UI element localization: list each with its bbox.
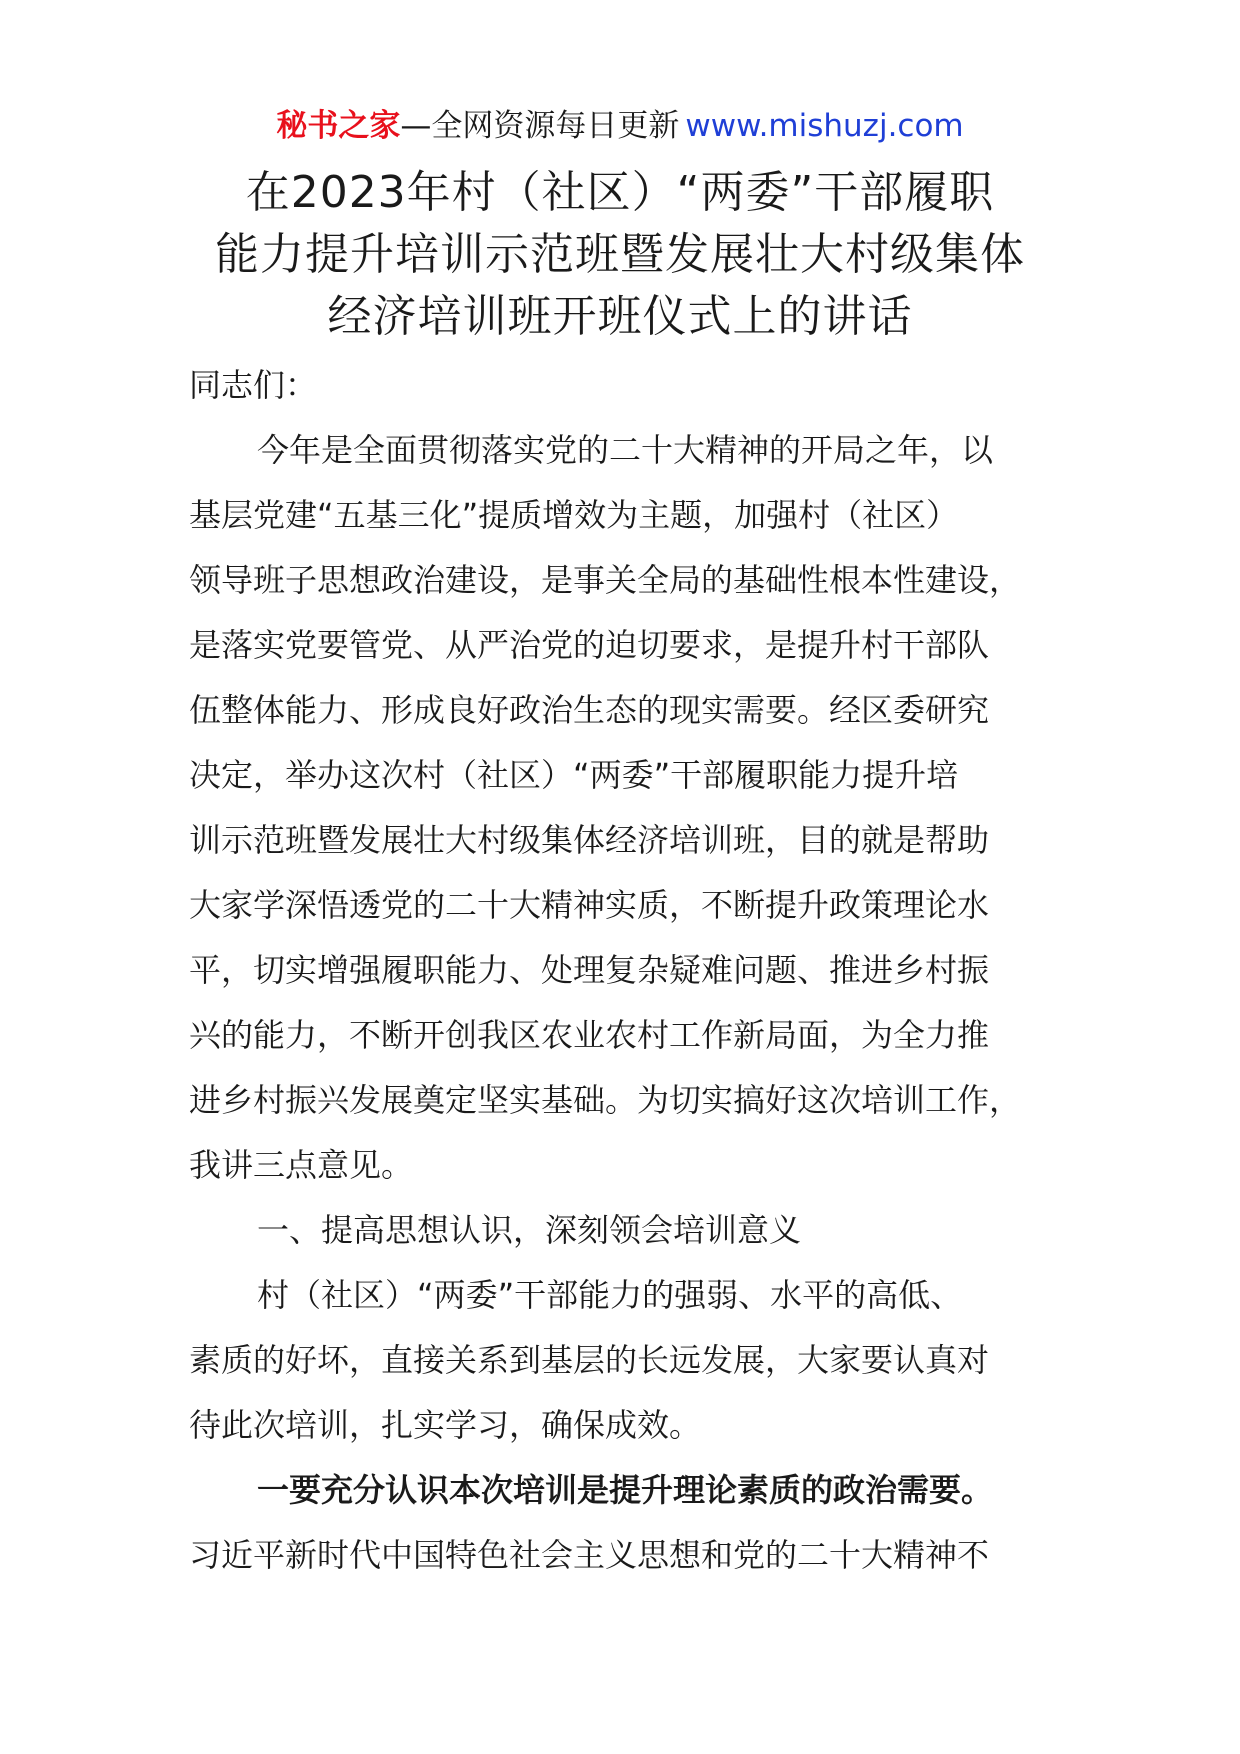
title-line: 能力提升培训示范班暨发展壮大村级集体 (215, 229, 1025, 280)
paragraph-line: 是落实党要管党、从严治党的迫切要求，是提升村干部队 (189, 626, 990, 664)
paragraph-line: 我讲三点意见。 (189, 1146, 414, 1184)
paragraph-line: 习近平新时代中国特色社会主义思想和党的二十大精神不 (189, 1536, 990, 1574)
paragraph-intro (189, 418, 1069, 1198)
paragraph-line: 待此次培训，扎实学习，确保成效。 (189, 1406, 702, 1444)
paragraph-section-one (189, 1263, 1069, 1458)
paragraph-line: 兴的能力，不断开创我区农业农村工作新局面，为全力推 (189, 1016, 990, 1054)
paragraph-line: 大家学深悟透党的二十大精神实质，不断提升政策理论水 (189, 886, 990, 924)
paragraph-line: 基层党建“五基三化”提质增效为主题，加强村（社区） (189, 496, 959, 534)
paragraph-line: 平，切实增强履职能力、处理复杂疑难问题、推进乡村振 (189, 951, 990, 989)
document-body (189, 360, 1069, 1588)
key-point-heading: 一要充分认识本次培训是提升理论素质的政治需要。 (257, 1471, 994, 1509)
site-url-link[interactable]: www.mishuzj.com (685, 108, 964, 144)
paragraph-line: 训示范班暨发展壮大村级集体经济培训班，目的就是帮助 (189, 821, 990, 859)
paragraph-line: 领导班子思想政治建设，是事关全局的基础性根本性建设， (189, 561, 1022, 599)
document-title (150, 162, 1090, 348)
section-heading: 一、提高思想认识，深刻领会培训意义 (257, 1211, 802, 1249)
paragraph-line: 今年是全面贯彻落实党的二十大精神的开局之年，以 (257, 431, 994, 469)
paragraph-line: 进乡村振兴发展奠定坚实基础。为切实搞好这次培训工作， (189, 1081, 1022, 1119)
paragraph-line: 村（社区）“两委”干部能力的强弱、水平的高低、 (257, 1276, 963, 1314)
paragraph-line: 素质的好坏，直接关系到基层的长远发展，大家要认真对 (189, 1341, 990, 1379)
brand-name: 秘书之家 (276, 108, 401, 144)
header-tagline: —全网资源每日更新 (400, 108, 680, 144)
paragraph-line: 决定，举办这次村（社区）“两委”干部履职能力提升培 (189, 756, 959, 794)
paragraph-key-point (189, 1523, 1069, 1588)
paragraph-line: 伍整体能力、形成良好政治生态的现实需要。经区委研究 (189, 691, 990, 729)
title-line: 经济培训班开班仪式上的讲话 (327, 291, 913, 342)
site-header (0, 104, 1240, 148)
salutation: 同志们： (189, 366, 318, 404)
title-line: 在2023年村（社区）“两委”干部履职 (245, 167, 995, 218)
